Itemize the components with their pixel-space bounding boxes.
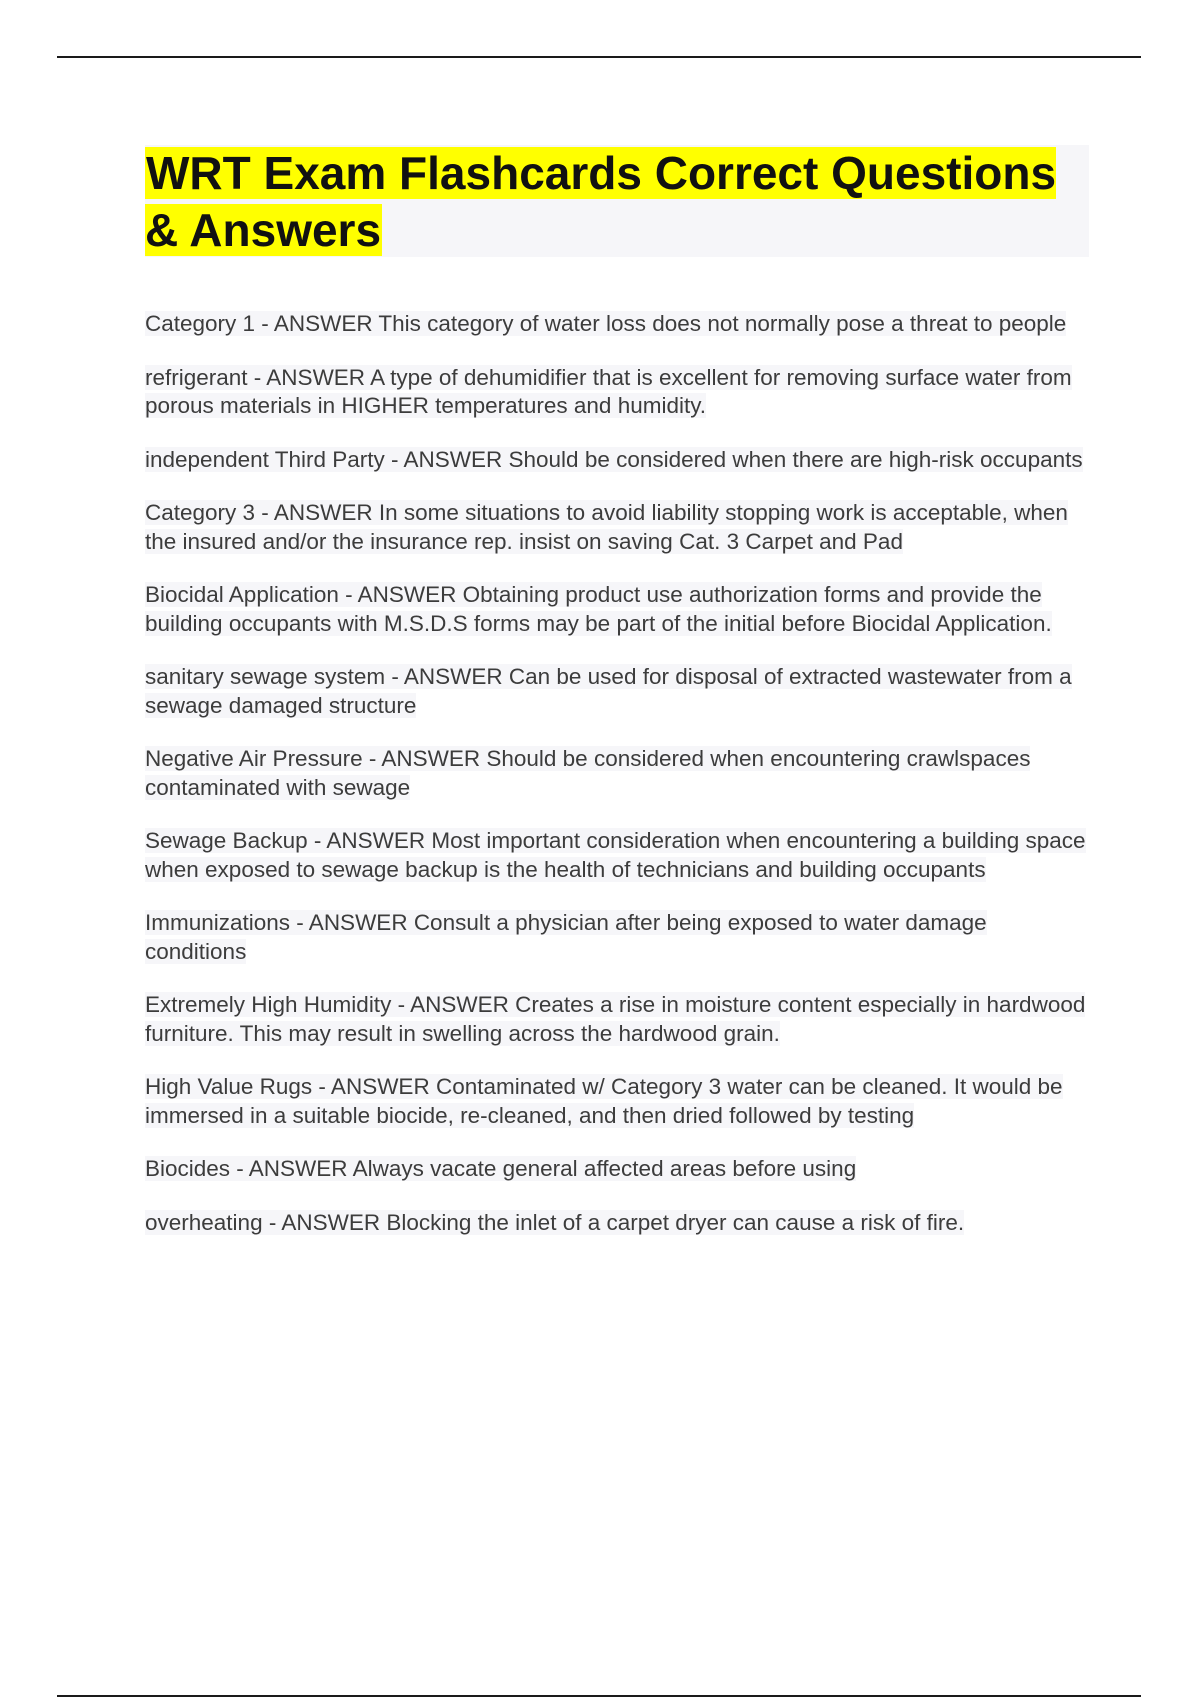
title-block [145,145,1089,257]
flashcard-item [145,1209,1089,1238]
flashcard-list [145,310,1089,1262]
flashcard-item [145,1155,1089,1184]
flashcard-item [145,310,1089,339]
flashcard-item [145,581,1089,638]
top-rule [57,56,1141,58]
flashcard-text: Extremely High Humidity - ANSWER Creates a rise in moisture content especially in hardwood furniture. This may result in swelling across the hardwood grain. [145,992,1086,1046]
flashcard-item [145,827,1089,884]
flashcard-text: Sewage Backup - ANSWER Most important consideration when encountering a building space when exposed to sewage backup is the health of technicians and building occupants [145,828,1086,882]
flashcard-item [145,446,1089,475]
flashcard-text: Category 1 - ANSWER This category of water loss does not normally pose a threat to people [145,311,1067,336]
title-highlight: WRT Exam Flashcards Correct Questions & Answers [145,147,1057,256]
flashcard-item [145,1073,1089,1130]
flashcard-item [145,364,1089,421]
flashcard-text: Category 3 - ANSWER In some situations to avoid liability stopping work is acceptable, when the insured and/or the insurance rep. insist on saving Cat. 3 Carpet and Pad [145,500,1068,554]
flashcard-text: High Value Rugs - ANSWER Contaminated w/ Category 3 water can be cleaned. It would be immersed in a suitable biocide, re-cleaned, and then dried followed by testing [145,1074,1063,1128]
flashcard-item [145,745,1089,802]
flashcard-text: Negative Air Pressure - ANSWER Should be considered when encountering crawlspaces contaminated with sewage [145,746,1031,800]
document-title [145,145,1089,259]
flashcard-text: Biocides - ANSWER Always vacate general affected areas before using [145,1156,857,1181]
flashcard-item [145,991,1089,1048]
bottom-rule [57,1695,1141,1697]
flashcard-item [145,499,1089,556]
flashcard-text: independent Third Party - ANSWER Should be considered when there are high-risk occupants [145,446,1083,472]
flashcard-text: refrigerant - ANSWER A type of dehumidifier that is excellent for removing surface water from porous materials in HIGHER temperatures and humidity. [145,364,1072,418]
flashcard-text: Biocidal Application - ANSWER Obtaining product use authorization forms and provide the building occupants with M.S.D.S forms may be part of the initial before Biocidal Application. [145,582,1052,636]
flashcard-text: sanitary sewage system - ANSWER Can be used for disposal of extracted wastewater from a sewage damaged structure [145,664,1072,718]
flashcard-text: Immunizations - ANSWER Consult a physician after being exposed to water damage conditions [145,910,987,964]
flashcard-item [145,663,1089,720]
flashcard-text: overheating - ANSWER Blocking the inlet of a carpet dryer can cause a risk of fire. [145,1209,965,1235]
flashcard-item [145,909,1089,966]
